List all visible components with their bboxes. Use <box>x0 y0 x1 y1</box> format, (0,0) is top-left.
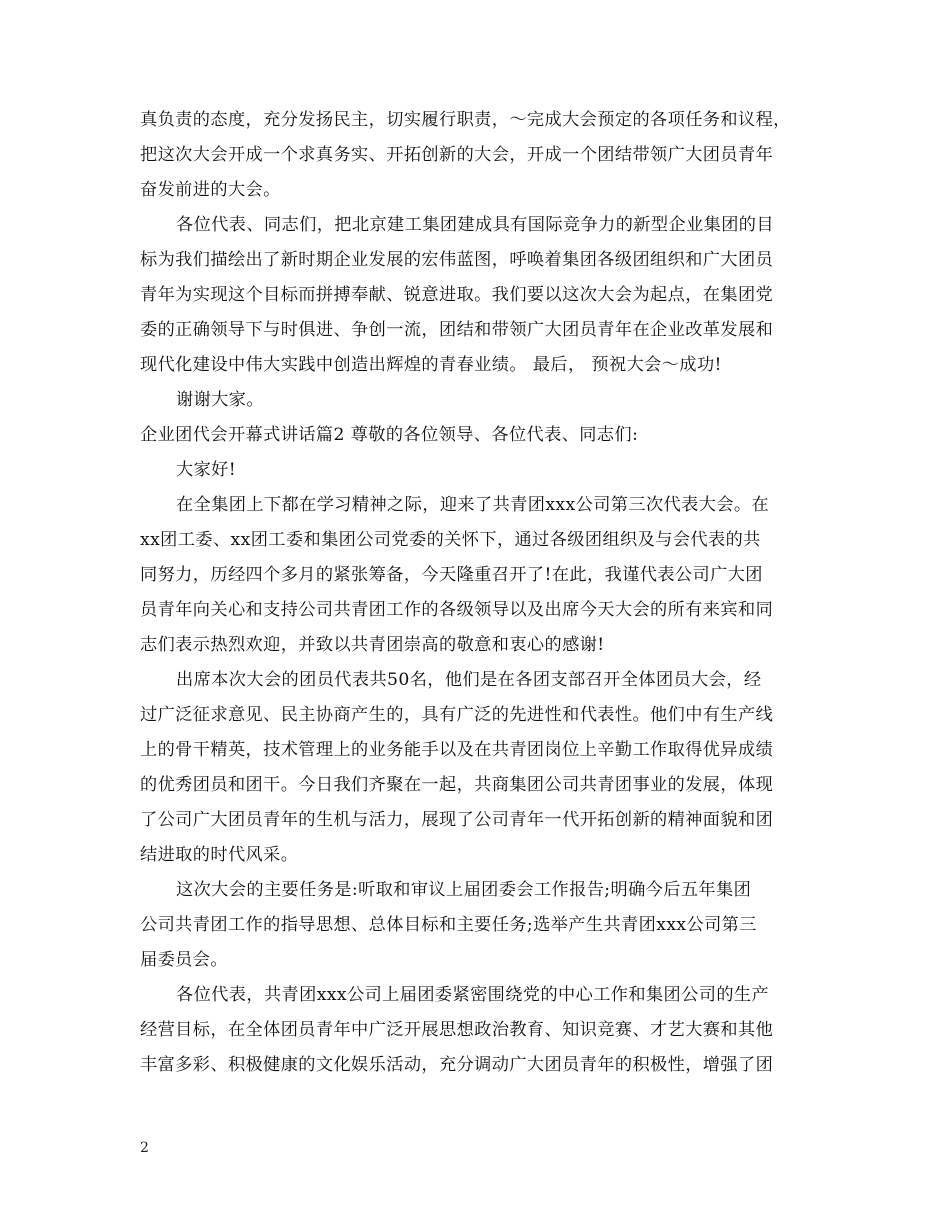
text-line: 现代化建设中伟大实践中创造出辉煌的青春业绩。 最后， 预祝大会～成功! <box>140 355 722 375</box>
page-number: 2 <box>140 1140 149 1156</box>
text-line: 届委员会。 <box>140 950 228 970</box>
text-line: 大家好! <box>176 460 237 480</box>
text-line: 真负责的态度，充分发扬民主，切实履行职责，～完成大会预定的各项任务和议程， <box>140 110 791 130</box>
text-line: 标为我们描绘出了新时期企业发展的宏伟蓝图，呼唤着集团各级团组织和广大团员 <box>140 250 774 270</box>
text-line: 过广泛征求意见、民主协商产生的，具有广泛的先进性和代表性。他们中有生产线 <box>140 705 774 725</box>
text-line: xx团工委、xx团工委和集团公司党委的关怀下，通过各级团组织及与会代表的共 <box>140 530 761 550</box>
text-line: 经营目标，在全体团员青年中广泛开展思想政治教育、知识竞赛、才艺大赛和其他 <box>140 1020 774 1040</box>
text-line: 出席本次大会的团员代表共50名，他们是在各团支部召开全体团员大会，经 <box>176 670 762 690</box>
text-line: 结进取的时代风采。 <box>140 845 299 865</box>
text-line: 青年为实现这个目标而拼搏奉献、锐意进取。我们要以这次大会为起点，在集团党 <box>140 285 774 305</box>
text-line: 的优秀团员和团干。今日我们齐聚在一起，共商集团公司共青团事业的发展，体现 <box>140 775 774 795</box>
text-line: 谢谢大家。 <box>176 390 264 410</box>
text-line: 这次大会的主要任务是:听取和审议上届团委会工作报告;明确今后五年集团 <box>176 880 752 900</box>
text-line: 了公司广大团员青年的生机与活力，展现了公司青年一代开拓创新的精神面貌和团 <box>140 810 774 830</box>
text-line: 各位代表、同志们，把北京建工集团建成具有国际竞争力的新型企业集团的目 <box>176 215 774 235</box>
text-line: 委的正确领导下与时俱进、争创一流，团结和带领广大团员青年在企业改革发展和 <box>140 320 774 340</box>
text-line: 公司共青团工作的指导思想、总体目标和主要任务;选举产生共青团xxx公司第三 <box>140 915 757 935</box>
text-line: 上的骨干精英，技术管理上的业务能手以及在共青团岗位上辛勤工作取得优异成绩 <box>140 740 774 760</box>
section-heading: 企业团代会开幕式讲话篇2 尊敬的各位领导、各位代表、同志们: <box>140 425 639 445</box>
text-line: 奋发前进的大会。 <box>140 180 281 200</box>
text-line: 员青年向关心和支持公司共青团工作的各级领导以及出席今天大会的所有来宾和同 <box>140 600 774 620</box>
text-line: 同努力，历经四个多月的紧张筹备，今天隆重召开了!在此，我谨代表公司广大团 <box>140 565 763 585</box>
text-line: 志们表示热烈欢迎，并致以共青团崇高的敬意和衷心的感谢! <box>140 635 605 655</box>
text-line: 在全集团上下都在学习精神之际，迎来了共青团xxx公司第三次代表大会。在 <box>176 495 770 515</box>
text-line: 把这次大会开成一个求真务实、开拓创新的大会，开成一个团结带领广大团员青年 <box>140 145 774 165</box>
text-line: 各位代表，共青团xxx公司上届团委紧密围绕党的中心工作和集团公司的生产 <box>176 985 770 1005</box>
text-line: 丰富多彩、积极健康的文化娱乐活动，充分调动广大团员青年的积极性，增强了团 <box>140 1055 774 1075</box>
